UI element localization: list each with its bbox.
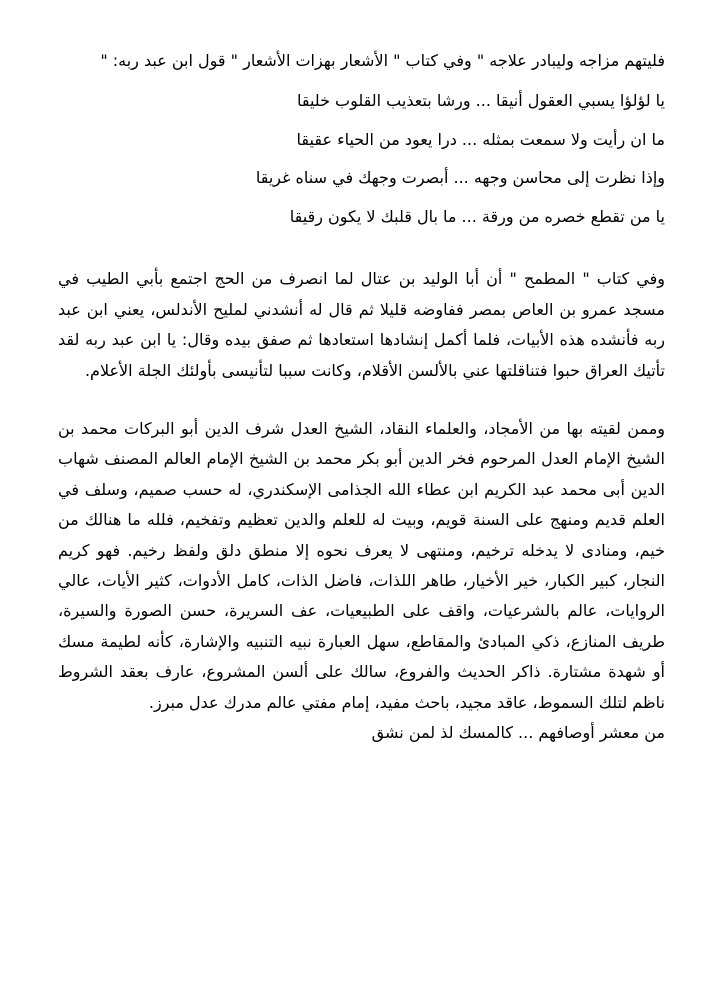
poem-verse-3: وإذا نظرت إلى محاسن وجهه ... أبصرت وجهك في سناه غريقا: [255, 168, 665, 188]
poem-verse-1: يا لؤلؤا يسبي العقول أنيقا ... ورشا بتعذيب القلوب خليقا: [296, 91, 665, 111]
almatmah-paragraph: وفي كتاب " المطمح " أن أبا الوليد بن عتال لما انصرف من الحج اجتمع بأبي الطيب في مسجد عمرو بن العاص بمصر ففاوضه قليلا ثم قال له أنشدني لمليح الأندلس، يعني ابن عبد ربه فأنشده هذه الأبيات، فلما أكمل إنشادها استعادها ثم صفق بيده وقال: يا ابن عبد ربه لقد تأتيك العراق حبوا فتناقلتها عني بالألسن الأقلام، وكانت سببا لتأنيسى بأولئك الجلة الأعلام.: [58, 269, 665, 380]
paragraph-spacer: [58, 236, 665, 264]
closing-verse: من معشر أوصافهم ... كالمسك لذ لمن نشق: [371, 723, 665, 743]
intro-paragraph: فليتهم مزاجه وليبادر علاجه " وفي كتاب " الأشعار بهزات الأشعار " قول ابن عبد ربه: ": [100, 51, 665, 70]
poem-verses: [58, 82, 665, 236]
poem-verse-2: ما ان رأيت ولا سمعت بمثله ... درا يعود من الحياء عقيقا: [296, 129, 665, 149]
document-page: [58, 46, 665, 749]
poem-verse-4: يا من تقطع خصره من ورقة ... ما بال قلبك لا يكون رقيقا: [289, 206, 665, 226]
biography-paragraph: وممن لقيته بها من الأمجاد، والعلماء النقاد، الشيخ العدل شرف الدين أبو البركات محمد بن الشيخ الإمام العدل المرحوم فخر الدين أبو بكر محمد بن الشيخ الإمام العالم المصنف شهاب الدين أبى محمد عبد الكريم ابن عطاء الله الجذامى الإسكندري، له حسب صميم، وسلف في العلم قديم ومنهج على السنة قويم، وبيت له للعلم والدين تعظيم وتفخيم، فلله ما هنالك من خيم، ومنادى لا يدخله ترخيم، ومنتهى لا يعرف نحوه إلا منطق دلق ولفظ رخيم. فهو كريم النجار، كبير الكبار، خير الأخيار، طاهر اللذات، فاضل الذات، كامل الأدوات، كثير الأيات، عالي الروايات، عالم بالشرعيات، واقف على الطبيعيات، عف السريرة، حسن الصورة والسيرة، طريف المنازع، ذكي المبادئ والمقاطع، سهل العبارة نبيه التنبيه والإشارة، كأنه لطيمة مسك أو شهدة مشتارة. ذاكر الحديث والفروع، سالك على ألسن المشروع، عارف بعقد الشروط ناظم لتلك السموط، عاقد مجيد، باحث مفيد، إمام مفتي عالم مدرك عدل مبرز.: [58, 419, 665, 712]
paragraph-spacer: [58, 386, 665, 414]
